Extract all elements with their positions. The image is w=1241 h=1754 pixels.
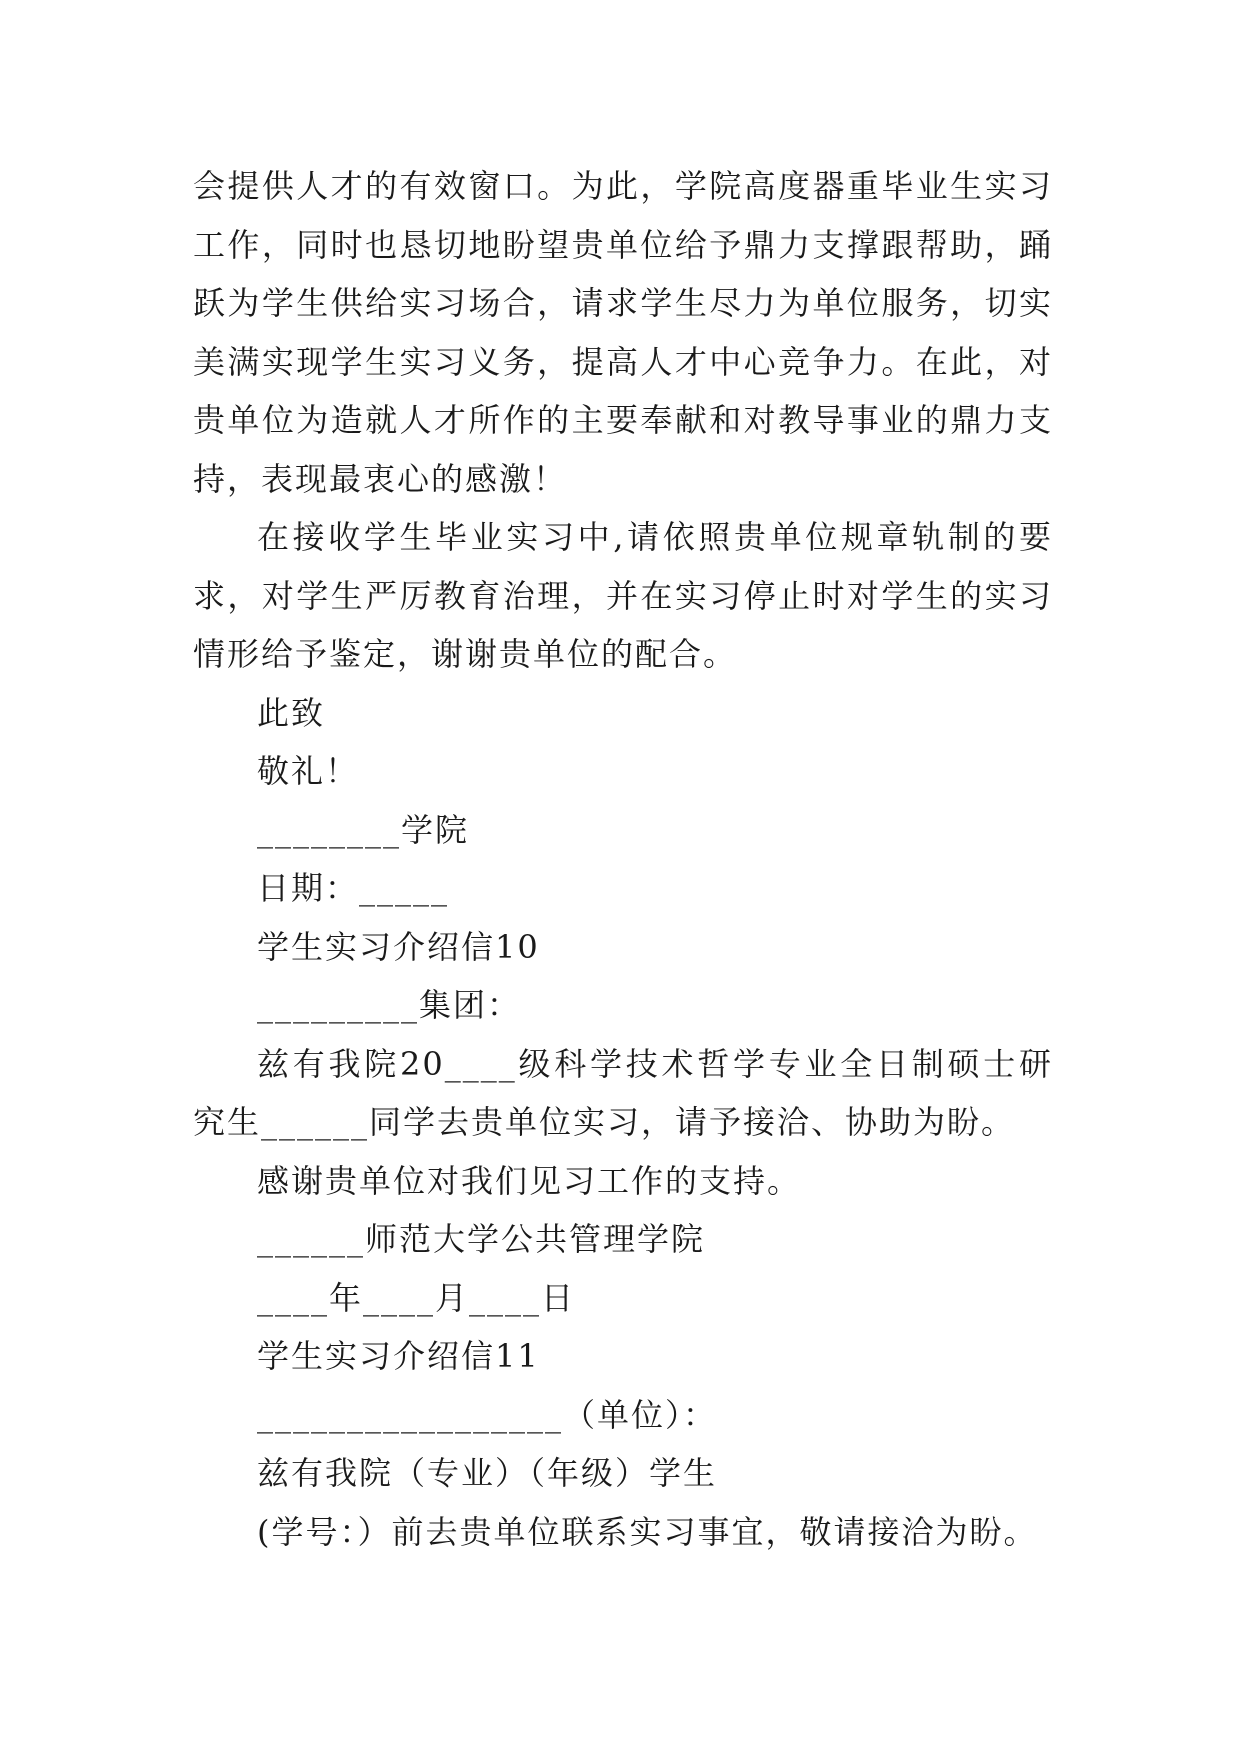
letter-10-body: 兹有我院20____级科学技术哲学专业全日制硕士研究生______同学去贵单位实习，请予接洽、协助为盼。 [193,1044,1053,1141]
letter-10-title: 学生实习介绍信10 [257,927,540,966]
letter-11-addressee: _________________（单位）： [257,1395,718,1434]
letter-10-addressee: _________集团： [257,986,522,1024]
letter-10-date: ____年____月____日 [257,1278,576,1317]
letter-11-request-line: (学号：）前去贵单位联系实习事宜，敬请接洽为盼。 [257,1512,1038,1551]
signature-date: 日期：_____ [257,869,450,907]
college-signature: ________学院 [257,810,470,849]
letter-11-student-line: 兹有我院（专业）（年级）学生 [257,1454,718,1492]
letter-11-title: 学生实习介绍信11 [257,1337,540,1375]
closing-salutation: 此致 [257,693,326,732]
closing-regards: 敬礼！ [257,752,360,790]
letter-10-signature: ______师范大学公共管理学院 [257,1220,706,1258]
document-body [193,157,1053,1561]
paragraph-gratitude: 会提供人才的有效窗口。为此，学院高度器重毕业生实习工作，同时也恳切地盼望贵单位给予鼎力支撑跟帮助，踊跃为学生供给实习场合，请求学生尽力为单位服务，切实美满实现学生实习义务，提高人才中心竞争力。在此，对贵单位为造就人才所作的主要奉献和对教导事业的鼎力支持，表现最衷心的感激！ [193,167,1053,498]
letter-10-thanks: 感谢贵单位对我们见习工作的支持。 [257,1161,802,1200]
paragraph-internship-requirements: 在接收学生毕业实习中,请依照贵单位规章轨制的要求，对学生严厉教育治理，并在实习停止时对学生的实习情形给予鉴定，谢谢贵单位的配合。 [193,518,1053,673]
